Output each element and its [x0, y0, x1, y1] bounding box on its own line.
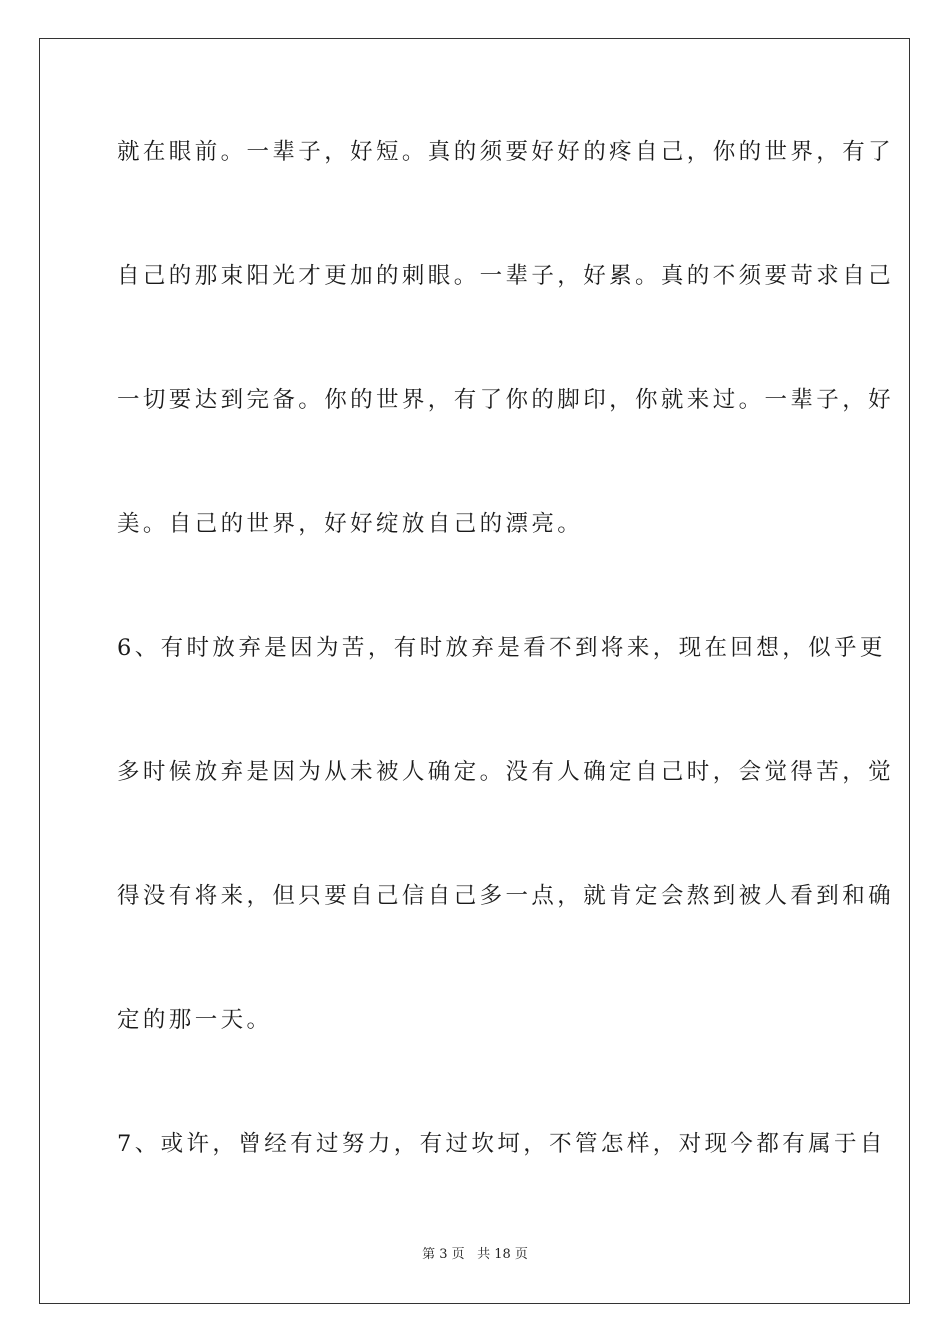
page-footer [0, 1247, 950, 1263]
page-number: 第 3 页 [422, 1247, 465, 1262]
text-line: 就在眼前。一辈子，好短。真的须要好好的疼自己，你的世界，有了 [117, 139, 895, 165]
text-line: 一切要达到完备。你的世界，有了你的脚印，你就来过。一辈子，好 [117, 387, 895, 413]
text-line: 得没有将来，但只要自己信自己多一点，就肯定会熬到被人看到和确 [117, 883, 895, 909]
page-border [39, 38, 910, 1304]
text-line: 多时候放弃是因为从未被人确定。没有人确定自己时，会觉得苦，觉 [117, 759, 895, 785]
text-line: 定的那一天。 [117, 1007, 273, 1033]
page-total: 共 18 页 [477, 1247, 528, 1262]
text-line: 6、有时放弃是因为苦，有时放弃是看不到将来，现在回想，似乎更 [117, 635, 886, 661]
text-line: 美。自己的世界，好好绽放自己的漂亮。 [117, 511, 584, 537]
text-line: 7、或许，曾经有过努力，有过坎坷，不管怎样，对现今都有属于自 [117, 1131, 886, 1157]
text-line: 自己的那束阳光才更加的刺眼。一辈子，好累。真的不须要苛求自己 [117, 263, 895, 289]
